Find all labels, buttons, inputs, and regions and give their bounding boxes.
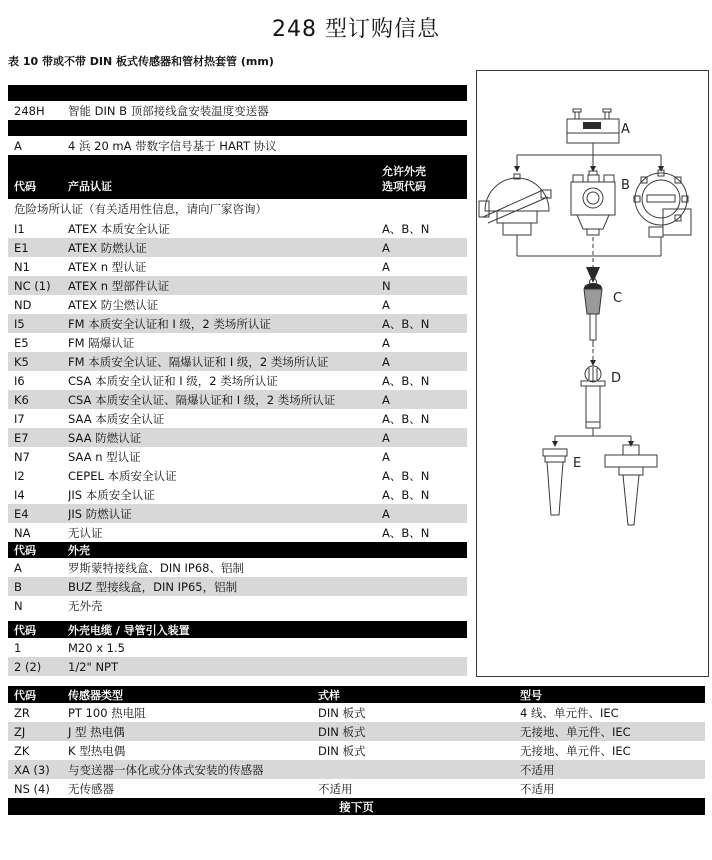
cert-name: 无认证 [68,525,103,540]
sensor-style: DIN 板式 [318,705,366,720]
housing-round-drawing [634,170,691,237]
conduit-section-header [8,621,467,638]
cert-options: A [382,335,390,350]
sensor-code: XA (3) [14,762,50,777]
sensor-type: 无传感器 [68,781,114,796]
sensor-code: NS (4) [14,781,50,796]
sensor-header-style: 式样 [318,688,340,702]
cert-name: SAA 本质安全认证 [68,411,165,426]
model-desc: 智能 DIN B 顶部接线盒安装温度变送器 [68,103,269,118]
cert-name: ATEX 防尘燃认证 [68,297,159,312]
sensor-type: PT 100 热电阻 [68,705,146,720]
cert-name: ATEX 本质安全认证 [68,221,170,236]
cert-section-header [8,155,467,199]
conduit-row [8,657,467,676]
cert-header-options-line1: 允许外壳 [382,165,426,178]
sensor-model: 无接地、单元件、IEC [520,743,631,758]
page-title: 248 型订购信息 [272,17,440,42]
thermowell-straight-drawing [543,449,567,515]
conduit-code: 1 [14,640,22,655]
housing-header-code: 代码 [14,544,36,557]
thermowell-bracket [552,428,634,447]
output-row [8,136,467,155]
housing-header-name: 外壳 [68,544,90,557]
cert-header-options-line2: 选项代码 [382,180,426,193]
cert-name: CEPEL 本质安全认证 [68,468,177,483]
housing-name: BUZ 型接线盒，DIN IP65，铝制 [68,579,238,594]
cert-options: A [382,240,390,255]
sensor-type: J 型 热电偶 [68,724,125,739]
cert-name: ATEX 防燃认证 [68,240,147,255]
cert-options: A [382,506,390,521]
cert-code: N7 [14,449,30,464]
sensor-code: ZJ [14,724,26,739]
sensor-code: ZK [14,743,30,758]
cert-row [8,238,467,257]
housing-name: 无外壳 [68,598,103,613]
cert-header-options [382,164,426,194]
cert-header-code: 代码 [14,180,36,193]
conduit-header-code: 代码 [14,623,36,637]
sensor-style: DIN 板式 [318,743,366,758]
cert-code: I4 [14,487,25,502]
housing-section-header [8,542,467,558]
output-code: A [14,138,22,153]
sensor-header-code: 代码 [14,688,36,702]
cert-code: E5 [14,335,29,350]
label-c: C [613,291,623,306]
cert-code: E7 [14,430,29,445]
housing-din-drawing [571,171,615,235]
output-section-bar [8,120,467,136]
transmitter-drawing [567,109,619,143]
cert-row [8,257,467,276]
model-section-bar [8,85,467,101]
housing-code: N [14,598,23,613]
sensor-row [8,741,705,760]
housing-dome-drawing [479,174,551,235]
sensor-row [8,760,705,779]
cert-options: A [382,449,390,464]
assembly-diagram [476,70,709,677]
sensor-style: DIN 板式 [318,724,366,739]
cert-code: NC (1) [14,278,51,293]
cert-name: ATEX n 型部件认证 [68,278,170,293]
cert-name: CSA 本质安全认证、隔爆认证和 I 级，2 类场所认证 [68,392,336,407]
table-caption: 表 10 带或不带 DIN 板式传感器和管材热套管 (mm) [8,55,274,68]
thermowell-flanged-drawing [605,445,657,525]
cert-name: FM 隔爆认证 [68,335,135,350]
conduit-code: 2 (2) [14,659,42,674]
cert-code: I1 [14,221,25,236]
sensor-style: 不适用 [318,781,353,796]
cert-code: I6 [14,373,25,388]
cert-row [8,276,467,295]
ordering-table [8,85,467,676]
extension-arrow [590,360,596,366]
sensor-table [8,686,705,815]
sensor-header-model: 型号 [520,688,542,702]
conduit-header-name: 外壳电缆 / 导管引入装置 [68,623,190,637]
model-row [8,101,467,120]
sensor-model: 4 线、单元件、IEC [520,705,619,720]
cert-options: A、B、N [382,411,430,426]
cert-row [8,390,467,409]
cert-options: A [382,297,390,312]
cert-row [8,504,467,523]
housing-row [8,596,467,615]
label-a: A [621,122,630,137]
conduit-name: 1/2" NPT [68,659,119,674]
cert-code: I7 [14,411,25,426]
cert-options: A [382,259,390,274]
cert-name: FM 本质安全认证、隔爆认证和 I 级，2 类场所认证 [68,354,329,369]
conduit-row [8,638,467,657]
cert-row [8,485,467,504]
housing-name: 罗斯蒙特接线盒、DIN IP68、铝制 [68,560,244,575]
cert-options: A [382,392,390,407]
cert-code: E1 [14,240,29,255]
housing-code: B [14,579,22,594]
assembly-diagram-drawing [477,71,708,676]
continued-bar [8,798,705,815]
cert-header-name: 产品认证 [68,180,112,193]
sensor-type: 与变送器一体化或分体式安装的传感器 [68,762,264,777]
cert-row [8,428,467,447]
cert-row [8,219,467,238]
cert-row [8,371,467,390]
sensor-row [8,703,705,722]
cert-name: SAA 防燃认证 [68,430,142,445]
cert-name: CSA 本质安全认证和 I 级，2 类场所认证 [68,373,278,388]
label-d: D [611,371,622,386]
sensor-row [8,722,705,741]
cert-row [8,523,467,542]
continued-label: 接下页 [339,799,374,814]
cert-code: NA [14,525,31,540]
cert-row [8,352,467,371]
cert-name: FM 本质安全认证和 I 级，2 类场所认证 [68,316,271,331]
cert-code: K6 [14,392,29,407]
cert-code: I5 [14,316,25,331]
cert-row [8,409,467,428]
housing-row [8,577,467,596]
sensor-drawing [584,279,602,348]
sensor-model: 无接地、单元件、IEC [520,724,631,739]
cert-options: A、B、N [382,525,430,540]
cert-options: A、B、N [382,316,430,331]
extension-drawing [581,366,605,428]
housing-row [8,558,467,577]
cert-code: K5 [14,354,29,369]
sensor-section-header [8,686,705,703]
cert-row [8,295,467,314]
cert-name: JIS 本质安全认证 [68,487,155,502]
cert-name: JIS 防燃认证 [68,506,132,521]
hazard-note: 危险场所认证（有关适用性信息，请向厂家咨询） [14,202,267,216]
cert-row [8,333,467,352]
cert-row [8,466,467,485]
cert-code: I2 [14,468,25,483]
cert-name: SAA n 型认证 [68,449,141,464]
cert-code: ND [14,297,32,312]
output-desc: 4 浜 20 mA 带数字信号基于 HART 协议 [68,138,277,153]
cert-options: A、B、N [382,373,430,388]
sensor-model: 不适用 [520,762,555,777]
cert-row [8,447,467,466]
cert-code: N1 [14,259,30,274]
head-outlet-bracket [517,235,661,256]
sensor-arrow [586,267,600,283]
model-code: 248H [14,103,45,118]
cert-options: N [382,278,391,293]
connector-tree [514,143,664,172]
sensor-code: ZR [14,705,30,720]
conduit-name: M20 x 1.5 [68,640,125,655]
sensor-type: K 型热电偶 [68,743,126,758]
sensor-row [8,779,705,798]
cert-options: A [382,430,390,445]
cert-options: A [382,354,390,369]
cert-row [8,314,467,333]
cert-code: E4 [14,506,29,521]
cert-name: ATEX n 型认证 [68,259,147,274]
sensor-model: 不适用 [520,781,555,796]
cert-options: A、B、N [382,221,430,236]
label-e: E [573,456,582,471]
label-b: B [621,178,630,193]
housing-code: A [14,560,22,575]
cert-options: A、B、N [382,487,430,502]
cert-options: A、B、N [382,468,430,483]
sensor-header-type: 传感器类型 [68,688,123,702]
